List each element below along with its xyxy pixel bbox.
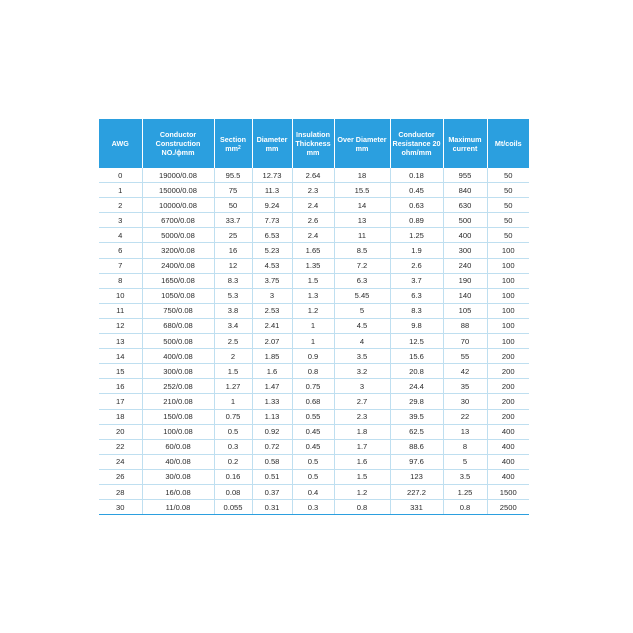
column-header-text: Over Diameter [337, 134, 387, 144]
cell-diameter: 1.33 [252, 394, 292, 409]
cell-conductor-construction: 400/0.08 [142, 349, 214, 364]
cell-mt-coils: 400 [487, 469, 529, 484]
cell-maximum-current: 3.5 [443, 469, 487, 484]
cell-conductor-resistance: 88.6 [390, 439, 443, 454]
cell-section: 1.5 [214, 364, 252, 379]
column-header-text: NO./ϕmm [161, 148, 195, 157]
column-header-text: AWG [111, 139, 129, 148]
column-header-line [294, 148, 333, 157]
cell-conductor-construction: 15000/0.08 [142, 183, 214, 198]
cell-mt-coils: 400 [487, 439, 529, 454]
cell-mt-coils: 2500 [487, 500, 529, 515]
cell-over-diameter: 1.7 [334, 439, 390, 454]
column-header-mt-coils [487, 119, 529, 168]
cell-awg: 20 [99, 424, 142, 439]
cell-section: 0.3 [214, 439, 252, 454]
table-row [99, 469, 529, 484]
cell-maximum-current: 42 [443, 364, 487, 379]
column-header-conductor-construction [142, 119, 214, 168]
cell-over-diameter: 3.2 [334, 364, 390, 379]
cell-maximum-current: 8 [443, 439, 487, 454]
cell-over-diameter: 4 [334, 334, 390, 349]
column-header-line [100, 139, 141, 148]
cell-awg: 8 [99, 273, 142, 288]
column-header-text: ohm/mm [401, 148, 432, 157]
cell-section: 1 [214, 394, 252, 409]
table-row [99, 349, 529, 364]
cell-over-diameter: 2.7 [334, 394, 390, 409]
cell-maximum-current: 35 [443, 379, 487, 394]
cell-conductor-construction: 252/0.08 [142, 379, 214, 394]
cell-section: 3.8 [214, 303, 252, 318]
cell-awg: 11 [99, 303, 142, 318]
table-row [99, 500, 529, 515]
column-header-line [254, 135, 291, 144]
cell-maximum-current: 70 [443, 334, 487, 349]
column-header-line [392, 148, 442, 157]
column-header-insulation-thickness [292, 119, 334, 168]
cell-conductor-construction: 5000/0.08 [142, 228, 214, 243]
cell-diameter: 5.23 [252, 243, 292, 258]
cell-section: 3.4 [214, 318, 252, 333]
cell-mt-coils: 50 [487, 213, 529, 228]
cell-diameter: 6.53 [252, 228, 292, 243]
cell-maximum-current: 13 [443, 424, 487, 439]
cell-maximum-current: 500 [443, 213, 487, 228]
cell-mt-coils: 200 [487, 364, 529, 379]
column-header-text: mm [225, 143, 238, 153]
cell-awg: 14 [99, 349, 142, 364]
column-header-line [392, 130, 442, 139]
cell-conductor-construction: 750/0.08 [142, 303, 214, 318]
cell-conductor-resistance: 0.89 [390, 213, 443, 228]
cell-conductor-construction: 3200/0.08 [142, 243, 214, 258]
column-header-line [144, 148, 213, 157]
column-header-awg [99, 119, 142, 168]
column-header-diameter [252, 119, 292, 168]
cell-mt-coils: 50 [487, 198, 529, 213]
cell-maximum-current: 840 [443, 183, 487, 198]
cell-diameter: 0.37 [252, 484, 292, 499]
cell-insulation-thickness: 2.64 [292, 168, 334, 183]
cell-mt-coils: 200 [487, 349, 529, 364]
cell-section: 2.5 [214, 334, 252, 349]
cell-section: 5.3 [214, 288, 252, 303]
column-header-conductor-resistance [390, 119, 443, 168]
column-header-line [254, 144, 291, 153]
cell-conductor-resistance: 0.18 [390, 168, 443, 183]
table-row [99, 424, 529, 439]
cell-conductor-resistance: 15.6 [390, 349, 443, 364]
cell-insulation-thickness: 0.5 [292, 454, 334, 469]
cell-diameter: 7.73 [252, 213, 292, 228]
cell-insulation-thickness: 0.5 [292, 469, 334, 484]
cell-awg: 24 [99, 454, 142, 469]
cell-diameter: 1.85 [252, 349, 292, 364]
cell-section: 0.16 [214, 469, 252, 484]
cell-conductor-construction: 16/0.08 [142, 484, 214, 499]
cell-maximum-current: 1.25 [443, 484, 487, 499]
cell-insulation-thickness: 0.4 [292, 484, 334, 499]
cell-conductor-construction: 500/0.08 [142, 334, 214, 349]
cell-over-diameter: 1.6 [334, 454, 390, 469]
cell-conductor-resistance: 0.45 [390, 183, 443, 198]
cell-maximum-current: 30 [443, 394, 487, 409]
column-header-line [216, 144, 251, 153]
cell-maximum-current: 190 [443, 273, 487, 288]
column-header-text: Diameter [256, 134, 288, 144]
cell-maximum-current: 88 [443, 318, 487, 333]
cell-maximum-current: 400 [443, 228, 487, 243]
cell-conductor-resistance: 12.5 [390, 334, 443, 349]
cell-over-diameter: 1.5 [334, 469, 390, 484]
cell-diameter: 2.41 [252, 318, 292, 333]
table-row [99, 213, 529, 228]
cell-mt-coils: 100 [487, 303, 529, 318]
cell-conductor-resistance: 8.3 [390, 303, 443, 318]
cell-insulation-thickness: 1 [292, 318, 334, 333]
column-header-text: mm [306, 148, 320, 157]
cell-insulation-thickness: 2.6 [292, 213, 334, 228]
cell-insulation-thickness: 0.75 [292, 379, 334, 394]
cell-over-diameter: 11 [334, 228, 390, 243]
cell-conductor-resistance: 3.7 [390, 273, 443, 288]
column-header-line [392, 139, 442, 148]
cell-insulation-thickness: 1.65 [292, 243, 334, 258]
cell-maximum-current: 55 [443, 349, 487, 364]
table-row [99, 394, 529, 409]
cell-maximum-current: 630 [443, 198, 487, 213]
table-header [99, 119, 529, 168]
cell-awg: 22 [99, 439, 142, 454]
cell-mt-coils: 1500 [487, 484, 529, 499]
table-row [99, 288, 529, 303]
cell-over-diameter: 2.3 [334, 409, 390, 424]
cell-insulation-thickness: 1.35 [292, 258, 334, 273]
column-header-text: Mt/coils [494, 139, 522, 148]
cell-over-diameter: 1.8 [334, 424, 390, 439]
table-row [99, 334, 529, 349]
cell-section: 2 [214, 349, 252, 364]
cell-over-diameter: 5 [334, 303, 390, 318]
cell-awg: 28 [99, 484, 142, 499]
cell-diameter: 1.6 [252, 364, 292, 379]
cell-awg: 26 [99, 469, 142, 484]
table-row [99, 318, 529, 333]
column-header-text: Insulation [296, 130, 330, 139]
header-row [99, 119, 529, 168]
table-row [99, 228, 529, 243]
cell-diameter: 4.53 [252, 258, 292, 273]
cell-awg: 13 [99, 334, 142, 349]
cell-insulation-thickness: 0.55 [292, 409, 334, 424]
cell-mt-coils: 50 [487, 168, 529, 183]
cell-diameter: 0.51 [252, 469, 292, 484]
cell-conductor-resistance: 1.25 [390, 228, 443, 243]
cell-mt-coils: 100 [487, 318, 529, 333]
cell-conductor-construction: 30/0.08 [142, 469, 214, 484]
cell-mt-coils: 100 [487, 273, 529, 288]
cell-section: 0.5 [214, 424, 252, 439]
cell-section: 33.7 [214, 213, 252, 228]
cell-over-diameter: 4.5 [334, 318, 390, 333]
cell-mt-coils: 50 [487, 183, 529, 198]
cell-section: 95.5 [214, 168, 252, 183]
table-row [99, 364, 529, 379]
cell-insulation-thickness: 0.45 [292, 424, 334, 439]
cell-diameter: 0.31 [252, 500, 292, 515]
cell-conductor-resistance: 123 [390, 469, 443, 484]
cell-awg: 0 [99, 168, 142, 183]
cell-maximum-current: 140 [443, 288, 487, 303]
cell-maximum-current: 0.8 [443, 500, 487, 515]
column-header-maximum-current [443, 119, 487, 168]
table-row [99, 454, 529, 469]
table-row [99, 198, 529, 213]
cell-awg: 1 [99, 183, 142, 198]
table-row [99, 484, 529, 499]
column-header-text: Maximum [448, 134, 482, 144]
cell-diameter: 2.07 [252, 334, 292, 349]
cell-conductor-construction: 40/0.08 [142, 454, 214, 469]
cell-conductor-construction: 210/0.08 [142, 394, 214, 409]
cell-mt-coils: 400 [487, 454, 529, 469]
cell-awg: 3 [99, 213, 142, 228]
cell-mt-coils: 50 [487, 228, 529, 243]
cell-section: 75 [214, 183, 252, 198]
column-header-line [144, 139, 213, 148]
cell-awg: 10 [99, 288, 142, 303]
cell-insulation-thickness: 1 [292, 334, 334, 349]
column-header-line [445, 135, 486, 144]
cell-mt-coils: 100 [487, 288, 529, 303]
column-header-over-diameter [334, 119, 390, 168]
cell-awg: 30 [99, 500, 142, 515]
cell-over-diameter: 6.3 [334, 273, 390, 288]
cell-section: 0.75 [214, 409, 252, 424]
cell-insulation-thickness: 2.4 [292, 228, 334, 243]
cell-diameter: 3.75 [252, 273, 292, 288]
table-row [99, 168, 529, 183]
table-row [99, 379, 529, 394]
cell-diameter: 11.3 [252, 183, 292, 198]
cell-maximum-current: 240 [443, 258, 487, 273]
cell-conductor-construction: 1050/0.08 [142, 288, 214, 303]
cell-insulation-thickness: 2.4 [292, 198, 334, 213]
cell-over-diameter: 3.5 [334, 349, 390, 364]
cell-insulation-thickness: 1.2 [292, 303, 334, 318]
cell-section: 50 [214, 198, 252, 213]
cell-awg: 18 [99, 409, 142, 424]
cell-section: 0.2 [214, 454, 252, 469]
cell-conductor-construction: 1650/0.08 [142, 273, 214, 288]
cell-awg: 4 [99, 228, 142, 243]
column-header-section [214, 119, 252, 168]
cell-over-diameter: 13 [334, 213, 390, 228]
cell-conductor-resistance: 29.8 [390, 394, 443, 409]
cell-section: 16 [214, 243, 252, 258]
column-header-text: Resistance 20 [392, 139, 441, 148]
cell-conductor-resistance: 39.5 [390, 409, 443, 424]
cell-awg: 6 [99, 243, 142, 258]
cell-mt-coils: 400 [487, 424, 529, 439]
cell-section: 12 [214, 258, 252, 273]
cell-conductor-construction: 19000/0.08 [142, 168, 214, 183]
cell-maximum-current: 955 [443, 168, 487, 183]
table-row [99, 273, 529, 288]
cell-conductor-construction: 60/0.08 [142, 439, 214, 454]
cell-diameter: 9.24 [252, 198, 292, 213]
cell-conductor-construction: 2400/0.08 [142, 258, 214, 273]
column-header-text: Thickness [295, 139, 331, 148]
cell-insulation-thickness: 0.9 [292, 349, 334, 364]
cell-mt-coils: 200 [487, 409, 529, 424]
cell-awg: 2 [99, 198, 142, 213]
column-header-superscript: 2 [238, 144, 241, 151]
cell-section: 8.3 [214, 273, 252, 288]
table-row [99, 409, 529, 424]
cell-conductor-resistance: 2.6 [390, 258, 443, 273]
cell-section: 25 [214, 228, 252, 243]
cell-insulation-thickness: 0.8 [292, 364, 334, 379]
cell-conductor-construction: 11/0.08 [142, 500, 214, 515]
cell-insulation-thickness: 2.3 [292, 183, 334, 198]
cell-diameter: 1.13 [252, 409, 292, 424]
column-header-line [294, 130, 333, 139]
cell-over-diameter: 18 [334, 168, 390, 183]
cell-mt-coils: 100 [487, 334, 529, 349]
column-header-line [144, 130, 213, 139]
cell-insulation-thickness: 1.3 [292, 288, 334, 303]
cell-awg: 12 [99, 318, 142, 333]
table-row [99, 183, 529, 198]
wire-spec-table [99, 119, 529, 515]
cell-conductor-construction: 100/0.08 [142, 424, 214, 439]
cell-diameter: 0.92 [252, 424, 292, 439]
cell-conductor-resistance: 0.63 [390, 198, 443, 213]
cell-conductor-resistance: 6.3 [390, 288, 443, 303]
cell-awg: 16 [99, 379, 142, 394]
column-header-line [489, 139, 529, 148]
cell-over-diameter: 8.5 [334, 243, 390, 258]
cell-conductor-resistance: 331 [390, 500, 443, 515]
cell-insulation-thickness: 1.5 [292, 273, 334, 288]
cell-conductor-resistance: 24.4 [390, 379, 443, 394]
cell-insulation-thickness: 0.45 [292, 439, 334, 454]
cell-section: 1.27 [214, 379, 252, 394]
cell-maximum-current: 22 [443, 409, 487, 424]
cell-mt-coils: 200 [487, 379, 529, 394]
cell-diameter: 12.73 [252, 168, 292, 183]
table-body [99, 168, 529, 515]
column-header-text: mm [355, 143, 369, 153]
cell-over-diameter: 14 [334, 198, 390, 213]
cell-over-diameter: 7.2 [334, 258, 390, 273]
column-header-line [294, 139, 333, 148]
cell-conductor-construction: 300/0.08 [142, 364, 214, 379]
cell-conductor-construction: 680/0.08 [142, 318, 214, 333]
cell-over-diameter: 3 [334, 379, 390, 394]
cell-diameter: 2.53 [252, 303, 292, 318]
cell-conductor-resistance: 227.2 [390, 484, 443, 499]
cell-insulation-thickness: 0.68 [292, 394, 334, 409]
cell-maximum-current: 105 [443, 303, 487, 318]
cell-awg: 15 [99, 364, 142, 379]
column-header-text: Conductor [398, 130, 435, 139]
column-header-line [336, 135, 389, 144]
table-row [99, 439, 529, 454]
table-row [99, 303, 529, 318]
table-row [99, 243, 529, 258]
column-header-text: mm [265, 143, 279, 153]
cell-diameter: 3 [252, 288, 292, 303]
column-header-line [216, 135, 251, 144]
cell-conductor-resistance: 1.9 [390, 243, 443, 258]
cell-diameter: 0.72 [252, 439, 292, 454]
column-header-text: current [452, 143, 478, 153]
cell-conductor-resistance: 97.6 [390, 454, 443, 469]
cell-over-diameter: 1.2 [334, 484, 390, 499]
column-header-text: Construction [155, 139, 201, 148]
column-header-text: Section [220, 134, 246, 144]
cell-over-diameter: 5.45 [334, 288, 390, 303]
cell-maximum-current: 300 [443, 243, 487, 258]
cell-mt-coils: 100 [487, 258, 529, 273]
cell-awg: 17 [99, 394, 142, 409]
cell-over-diameter: 0.8 [334, 500, 390, 515]
column-header-text: Conductor [159, 130, 197, 139]
table-row [99, 258, 529, 273]
cell-conductor-resistance: 62.5 [390, 424, 443, 439]
cell-section: 0.08 [214, 484, 252, 499]
cell-insulation-thickness: 0.3 [292, 500, 334, 515]
cell-awg: 7 [99, 258, 142, 273]
column-header-line [336, 144, 389, 153]
cell-conductor-construction: 150/0.08 [142, 409, 214, 424]
cell-over-diameter: 15.5 [334, 183, 390, 198]
cell-conductor-construction: 6700/0.08 [142, 213, 214, 228]
cell-conductor-construction: 10000/0.08 [142, 198, 214, 213]
cell-section: 0.055 [214, 500, 252, 515]
cell-conductor-resistance: 20.8 [390, 364, 443, 379]
cell-maximum-current: 5 [443, 454, 487, 469]
column-header-line [445, 144, 486, 153]
cell-conductor-resistance: 9.8 [390, 318, 443, 333]
cell-diameter: 0.58 [252, 454, 292, 469]
cell-mt-coils: 200 [487, 394, 529, 409]
cell-diameter: 1.47 [252, 379, 292, 394]
spec-sheet [99, 119, 529, 515]
cell-mt-coils: 100 [487, 243, 529, 258]
